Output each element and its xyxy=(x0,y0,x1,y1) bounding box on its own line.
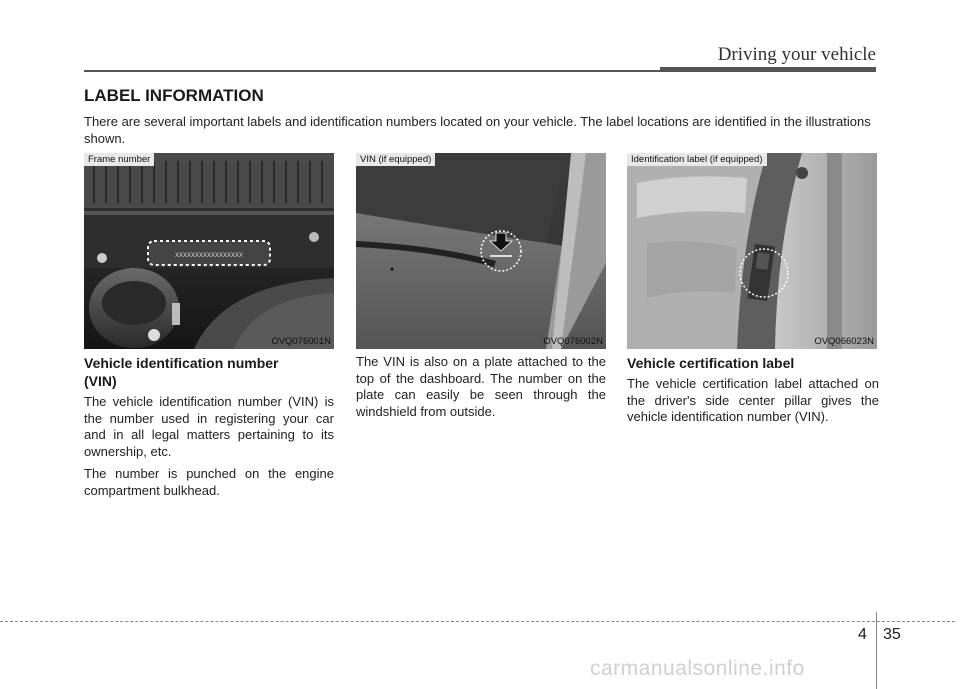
windshield-illustration xyxy=(356,153,606,349)
figure-code: OVQ076002N xyxy=(543,336,603,347)
certification-paragraph: The vehicle certification label attached on the driver's side center pillar gives the vehicle identification number (VIN). xyxy=(627,376,879,424)
figure-code: OVQ066023N xyxy=(814,336,874,347)
engine-bay-illustration xyxy=(84,153,334,349)
intro-paragraph: There are several important labels and identification numbers located on your vehicle. The label locations are identified in the illustrations shown. xyxy=(84,114,871,146)
vin-heading xyxy=(84,354,334,390)
windshield-vin-body xyxy=(356,354,606,426)
vin-plate-text: XXXXXXXXXXXXXXXXX xyxy=(174,253,244,259)
page-number: 35 xyxy=(883,626,901,643)
certification-heading: Vehicle certification label xyxy=(627,355,795,371)
certification-body xyxy=(627,376,879,432)
figure-tag: VIN (if equipped) xyxy=(356,153,435,166)
figure-certification-label xyxy=(627,153,877,349)
footer-rule xyxy=(0,621,955,622)
section-title: LABEL INFORMATION xyxy=(84,86,264,105)
vin-paragraph: The number is punched on the engine compartment bulkhead. xyxy=(84,466,334,498)
watermark: carmanualsonline.info xyxy=(590,657,805,680)
footer-divider xyxy=(876,612,877,689)
vin-heading-line1: Vehicle identification number xyxy=(84,355,279,371)
chapter-number: 4 xyxy=(858,626,867,643)
windshield-vin-paragraph: The VIN is also on a plate attached to the top of the dashboard. The number on the plate can easily be seen through the windshield from outside. xyxy=(356,354,606,419)
figure-tag: Frame number xyxy=(84,153,154,166)
running-header: Driving your vehicle xyxy=(717,44,876,65)
figure-code: OVQ076001N xyxy=(271,336,331,347)
vin-paragraph: The vehicle identification number (VIN) is the number used in registering your car and in all legal matters pertaining to its ownership, etc. xyxy=(84,394,334,459)
vin-body xyxy=(84,394,334,505)
figure-tag: Identification label (if equipped) xyxy=(627,153,767,166)
vin-heading-line2: (VIN) xyxy=(84,373,117,389)
figure-frame-number xyxy=(84,153,334,349)
figure-vin-windshield xyxy=(356,153,606,349)
header-rule-accent xyxy=(660,67,876,72)
door-pillar-illustration xyxy=(627,153,877,349)
